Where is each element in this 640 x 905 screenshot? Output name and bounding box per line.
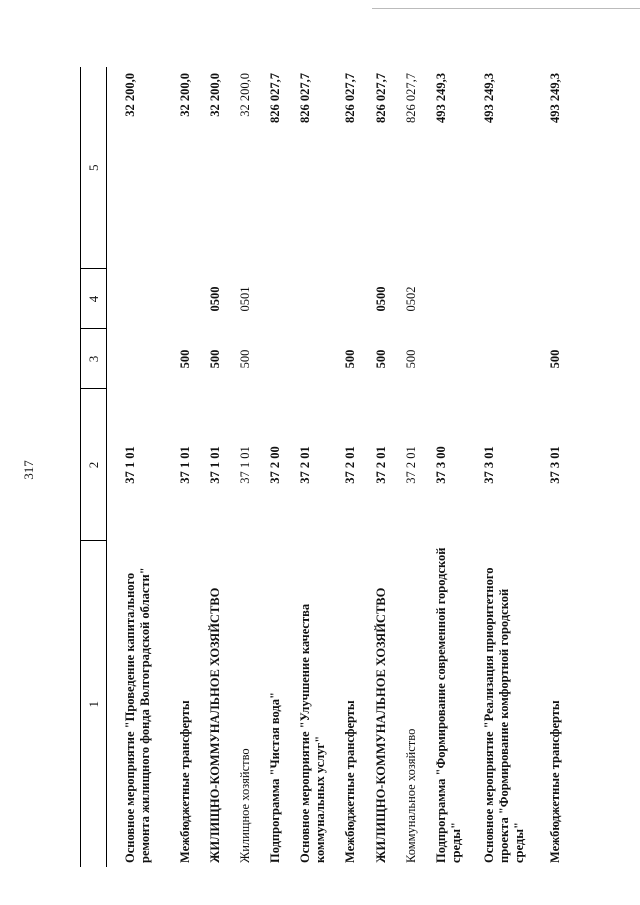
row-name: Основное мероприятие "Улучшение качества коммунальных услуг" — [297, 603, 327, 863]
row-code: 37 3 00 — [433, 446, 448, 484]
row-name: ЖИЛИЩНО-КОММУНАЛЬНОЕ ХОЗЯЙСТВО — [373, 587, 388, 863]
row-type — [294, 329, 339, 389]
row-amount: 826 027,7 — [373, 73, 388, 123]
page-number: 317 — [21, 460, 36, 480]
row-section — [544, 269, 584, 329]
row-amount: 826 027,7 — [403, 73, 418, 123]
row-section — [478, 269, 544, 329]
row-section — [264, 269, 294, 329]
rotated-page — [80, 67, 600, 867]
row-name: Межбюджетные трансферты — [342, 700, 357, 863]
row-section — [339, 269, 370, 329]
row-code: 37 2 01 — [403, 446, 418, 484]
row-name: ЖИЛИЩНО-КОММУНАЛЬНОЕ ХОЗЯЙСТВО — [207, 587, 222, 863]
row-amount: 493 249,3 — [433, 73, 448, 123]
budget-table — [80, 67, 584, 867]
table-row — [339, 67, 370, 867]
row-type: 500 — [207, 349, 222, 369]
table-row — [544, 67, 584, 867]
row-name: Жилищное хозяйство — [237, 748, 252, 863]
row-section: 0500 — [207, 286, 222, 312]
row-section: 0501 — [237, 286, 252, 312]
row-type: 500 — [547, 349, 562, 369]
row-section: 0500 — [373, 286, 388, 312]
row-code: 37 1 01 — [237, 446, 252, 484]
row-type — [430, 329, 478, 389]
row-code: 37 2 01 — [373, 446, 388, 484]
row-section — [107, 269, 174, 329]
row-code: 37 2 01 — [342, 446, 357, 484]
row-name: Основное мероприятие "Проведение капитального ремонта жилищного фонда Волгоградской области" — [123, 567, 152, 863]
row-type: 500 — [403, 349, 418, 369]
row-code: 37 1 01 — [207, 446, 222, 484]
row-code: 37 1 01 — [177, 446, 192, 484]
row-amount: 826 027,7 — [342, 73, 357, 123]
row-code: 37 2 01 — [297, 446, 312, 484]
row-name: Межбюджетные трансферты — [547, 700, 562, 863]
row-amount: 32 200,0 — [123, 73, 137, 117]
col-header-1: 1 — [81, 541, 107, 867]
row-amount: 493 249,3 — [547, 73, 562, 123]
table-row — [430, 67, 478, 867]
row-name: Коммунальное хозяйство — [403, 728, 418, 863]
table-row — [294, 67, 339, 867]
table-row — [174, 67, 204, 867]
row-name: Основное мероприятие "Реализация приоритетного проекта "Формирование комфортной городской среды" — [481, 567, 526, 863]
row-code: 37 1 01 — [123, 446, 137, 484]
table-row — [264, 67, 294, 867]
row-type: 500 — [237, 349, 252, 369]
row-code: 37 2 00 — [267, 446, 282, 484]
row-type — [107, 329, 174, 389]
row-code: 37 3 01 — [547, 446, 562, 484]
top-rule — [372, 8, 640, 9]
table-row — [400, 67, 430, 867]
col-header-2: 2 — [81, 389, 107, 541]
table-row — [204, 67, 234, 867]
row-amount: 32 200,0 — [207, 73, 222, 117]
row-type: 500 — [177, 349, 192, 369]
row-section — [430, 269, 478, 329]
row-type: 500 — [373, 349, 388, 369]
row-amount: 826 027,7 — [297, 73, 312, 123]
row-section: 0502 — [403, 286, 418, 312]
col-header-5: 5 — [81, 67, 107, 269]
row-type — [264, 329, 294, 389]
header-row — [81, 67, 107, 867]
row-amount: 32 200,0 — [177, 73, 192, 117]
row-name: Подпрограмма "Формирование современной городской среды" — [433, 547, 463, 863]
col-header-3: 3 — [81, 329, 107, 389]
table-row — [107, 67, 174, 867]
table-row — [234, 67, 264, 867]
row-name: Подпрограмма "Чистая вода" — [267, 692, 282, 863]
row-section — [174, 269, 204, 329]
row-amount: 32 200,0 — [237, 73, 252, 117]
table-body — [107, 67, 584, 867]
row-amount: 826 027,7 — [267, 73, 282, 123]
row-type: 500 — [342, 349, 357, 369]
row-type — [478, 329, 544, 389]
row-code: 37 3 01 — [481, 446, 496, 484]
row-section — [294, 269, 339, 329]
row-name: Межбюджетные трансферты — [177, 700, 192, 863]
row-amount: 493 249,3 — [481, 73, 496, 123]
col-header-4: 4 — [81, 269, 107, 329]
table-row — [478, 67, 544, 867]
table-row — [370, 67, 400, 867]
